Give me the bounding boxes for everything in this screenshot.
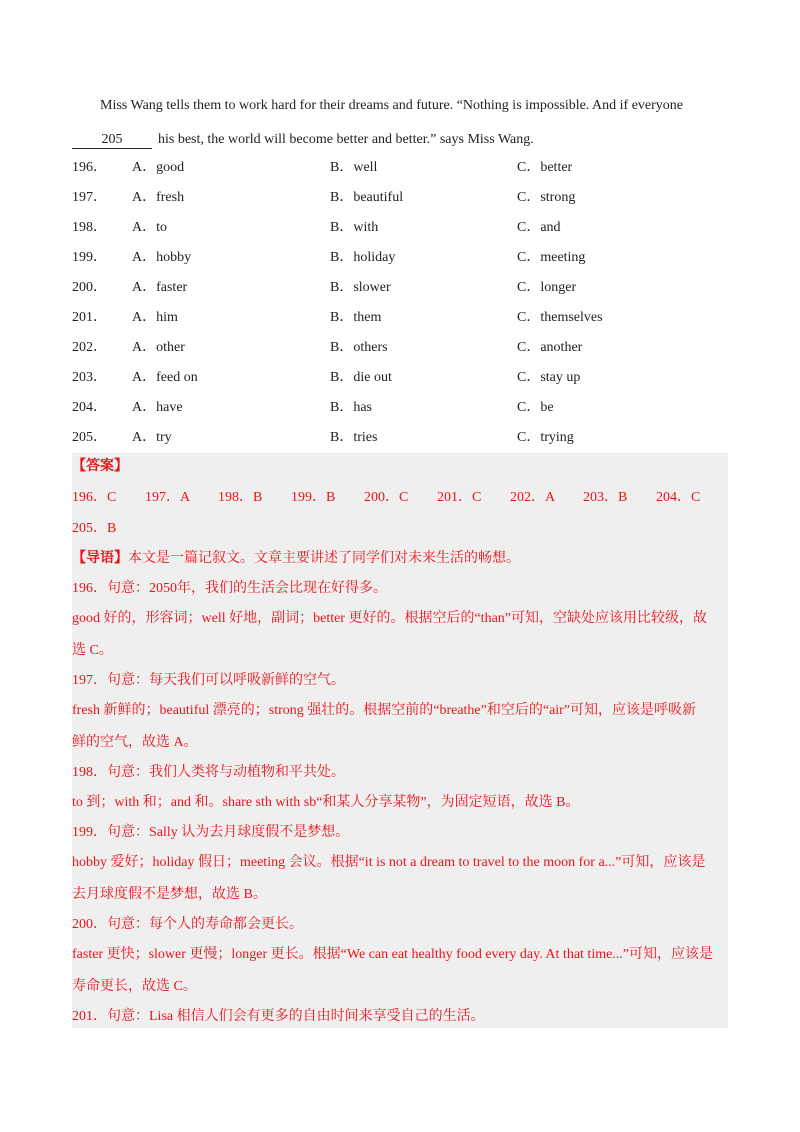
q197-explanation-cont: 鲜的空气，故选 A。 [72,735,198,750]
answer-header: 【答案】 [72,459,128,474]
question-row [72,158,728,188]
option-b: B．slower [330,280,391,295]
option-b: B．others [330,340,388,355]
option-b: B．with [330,220,379,235]
answer-key: 198．B [218,490,263,505]
option-b: B．them [330,310,382,325]
answer-key-last: 205．B [72,521,117,536]
answer-key: 203．B [583,490,628,505]
blank-205: 205 [72,132,152,149]
q196-explanation-cont: 选 C。 [72,643,113,658]
option-a: A．fresh [132,190,185,205]
question-number: 197． [72,190,107,205]
question-number: 200． [72,280,107,295]
answer-key: 204．C [656,490,701,505]
answer-section [72,453,728,1028]
option-b: B．well [330,160,378,175]
option-a: A．hobby [132,250,192,265]
option-c: C．trying [517,430,574,445]
option-c: C．strong [517,190,576,205]
question-row [72,218,728,248]
question-row [72,248,728,278]
q197-explanation: fresh 新鲜的；beautiful 漂亮的；strong 强壮的。根据空前的“breathe”和空后的“air”可知，应该是呼吸新 [72,703,697,718]
option-a: A．feed on [132,370,198,385]
question-number: 203． [72,370,107,385]
option-c: C．meeting [517,250,586,265]
question-row [72,368,728,398]
q196-explanation: good 好的，形容词；well 好地，副词；better 更好的。根据空后的“than”可知，空缺处应该用比较级，故 [72,611,708,626]
question-row [72,188,728,218]
option-c: C．better [517,160,573,175]
option-a: A．try [132,430,172,445]
option-c: C．and [517,220,561,235]
answer-key: 196．C [72,490,117,505]
option-b: B．die out [330,370,392,385]
question-number: 205． [72,430,107,445]
option-c: C．be [517,400,554,415]
guide-line [72,549,728,569]
option-b: B．holiday [330,250,396,265]
q199-explanation: hobby 爱好；holiday 假日；meeting 会议。根据“it is not a dream to travel to the moon for a...”可知，应该是 [72,855,706,870]
question-row [72,338,728,368]
option-b: B．has [330,400,372,415]
option-c: C．longer [517,280,577,295]
option-a: A．other [132,340,185,355]
passage-line-2-text: his best, the world will become better and better.” says Miss Wang. [158,132,534,147]
question-number: 199． [72,250,107,265]
question-row [72,308,728,338]
option-c: C．another [517,340,583,355]
q199-explanation-cont: 去月球度假不是梦想，故选 B。 [72,887,267,902]
q200-explanation-cont: 寿命更长，故选 C。 [72,979,197,994]
option-a: A．to [132,220,167,235]
q201-meaning: 201．句意：Lisa 相信人们会有更多的自由时间来享受自己的生活。 [72,1009,485,1024]
q197-meaning: 197．句意：每天我们可以呼吸新鲜的空气。 [72,673,345,688]
answer-key: 201．C [437,490,482,505]
answer-key: 202．A [510,490,556,505]
q199-meaning: 199．句意：Sally 认为去月球度假不是梦想。 [72,825,350,840]
option-a: A．have [132,400,183,415]
question-number: 198． [72,220,107,235]
q200-explanation: faster 更快；slower 更慢；longer 更长。根据“We can eat healthy food every day. At that time...”可知，应该是 [72,947,714,962]
question-row [72,398,728,428]
option-b: B．tries [330,430,378,445]
question-options [72,158,728,458]
guide-text: 本文是一篇记叙文。文章主要讲述了同学们对未来生活的畅想。 [128,551,520,566]
q198-explanation: to 到；with 和；and 和。share sth with sb“和某人分享某物”，为固定短语，故选 B。 [72,795,580,810]
option-c: C．themselves [517,310,603,325]
question-number: 196． [72,160,107,175]
passage-line-2 [72,131,728,149]
option-a: A．good [132,160,185,175]
option-b: B．beautiful [330,190,404,205]
option-c: C．stay up [517,370,581,385]
question-row [72,278,728,308]
passage-line-1: Miss Wang tells them to work hard for their dreams and future. “Nothing is impossible. And if everyone [100,98,684,113]
guide-label: 【导语】 [72,551,128,566]
option-a: A．faster [132,280,188,295]
q200-meaning: 200．句意：每个人的寿命都会更长。 [72,917,303,932]
question-number: 202． [72,340,107,355]
question-number: 201． [72,310,107,325]
q198-meaning: 198．句意：我们人类将与动植物和平共处。 [72,765,345,780]
option-a: A．him [132,310,178,325]
q196-meaning: 196．句意：2050年，我们的生活会比现在好得多。 [72,581,387,596]
answer-key: 200．C [364,490,409,505]
answer-key: 197．A [145,490,191,505]
answer-key: 199．B [291,490,336,505]
question-number: 204． [72,400,107,415]
